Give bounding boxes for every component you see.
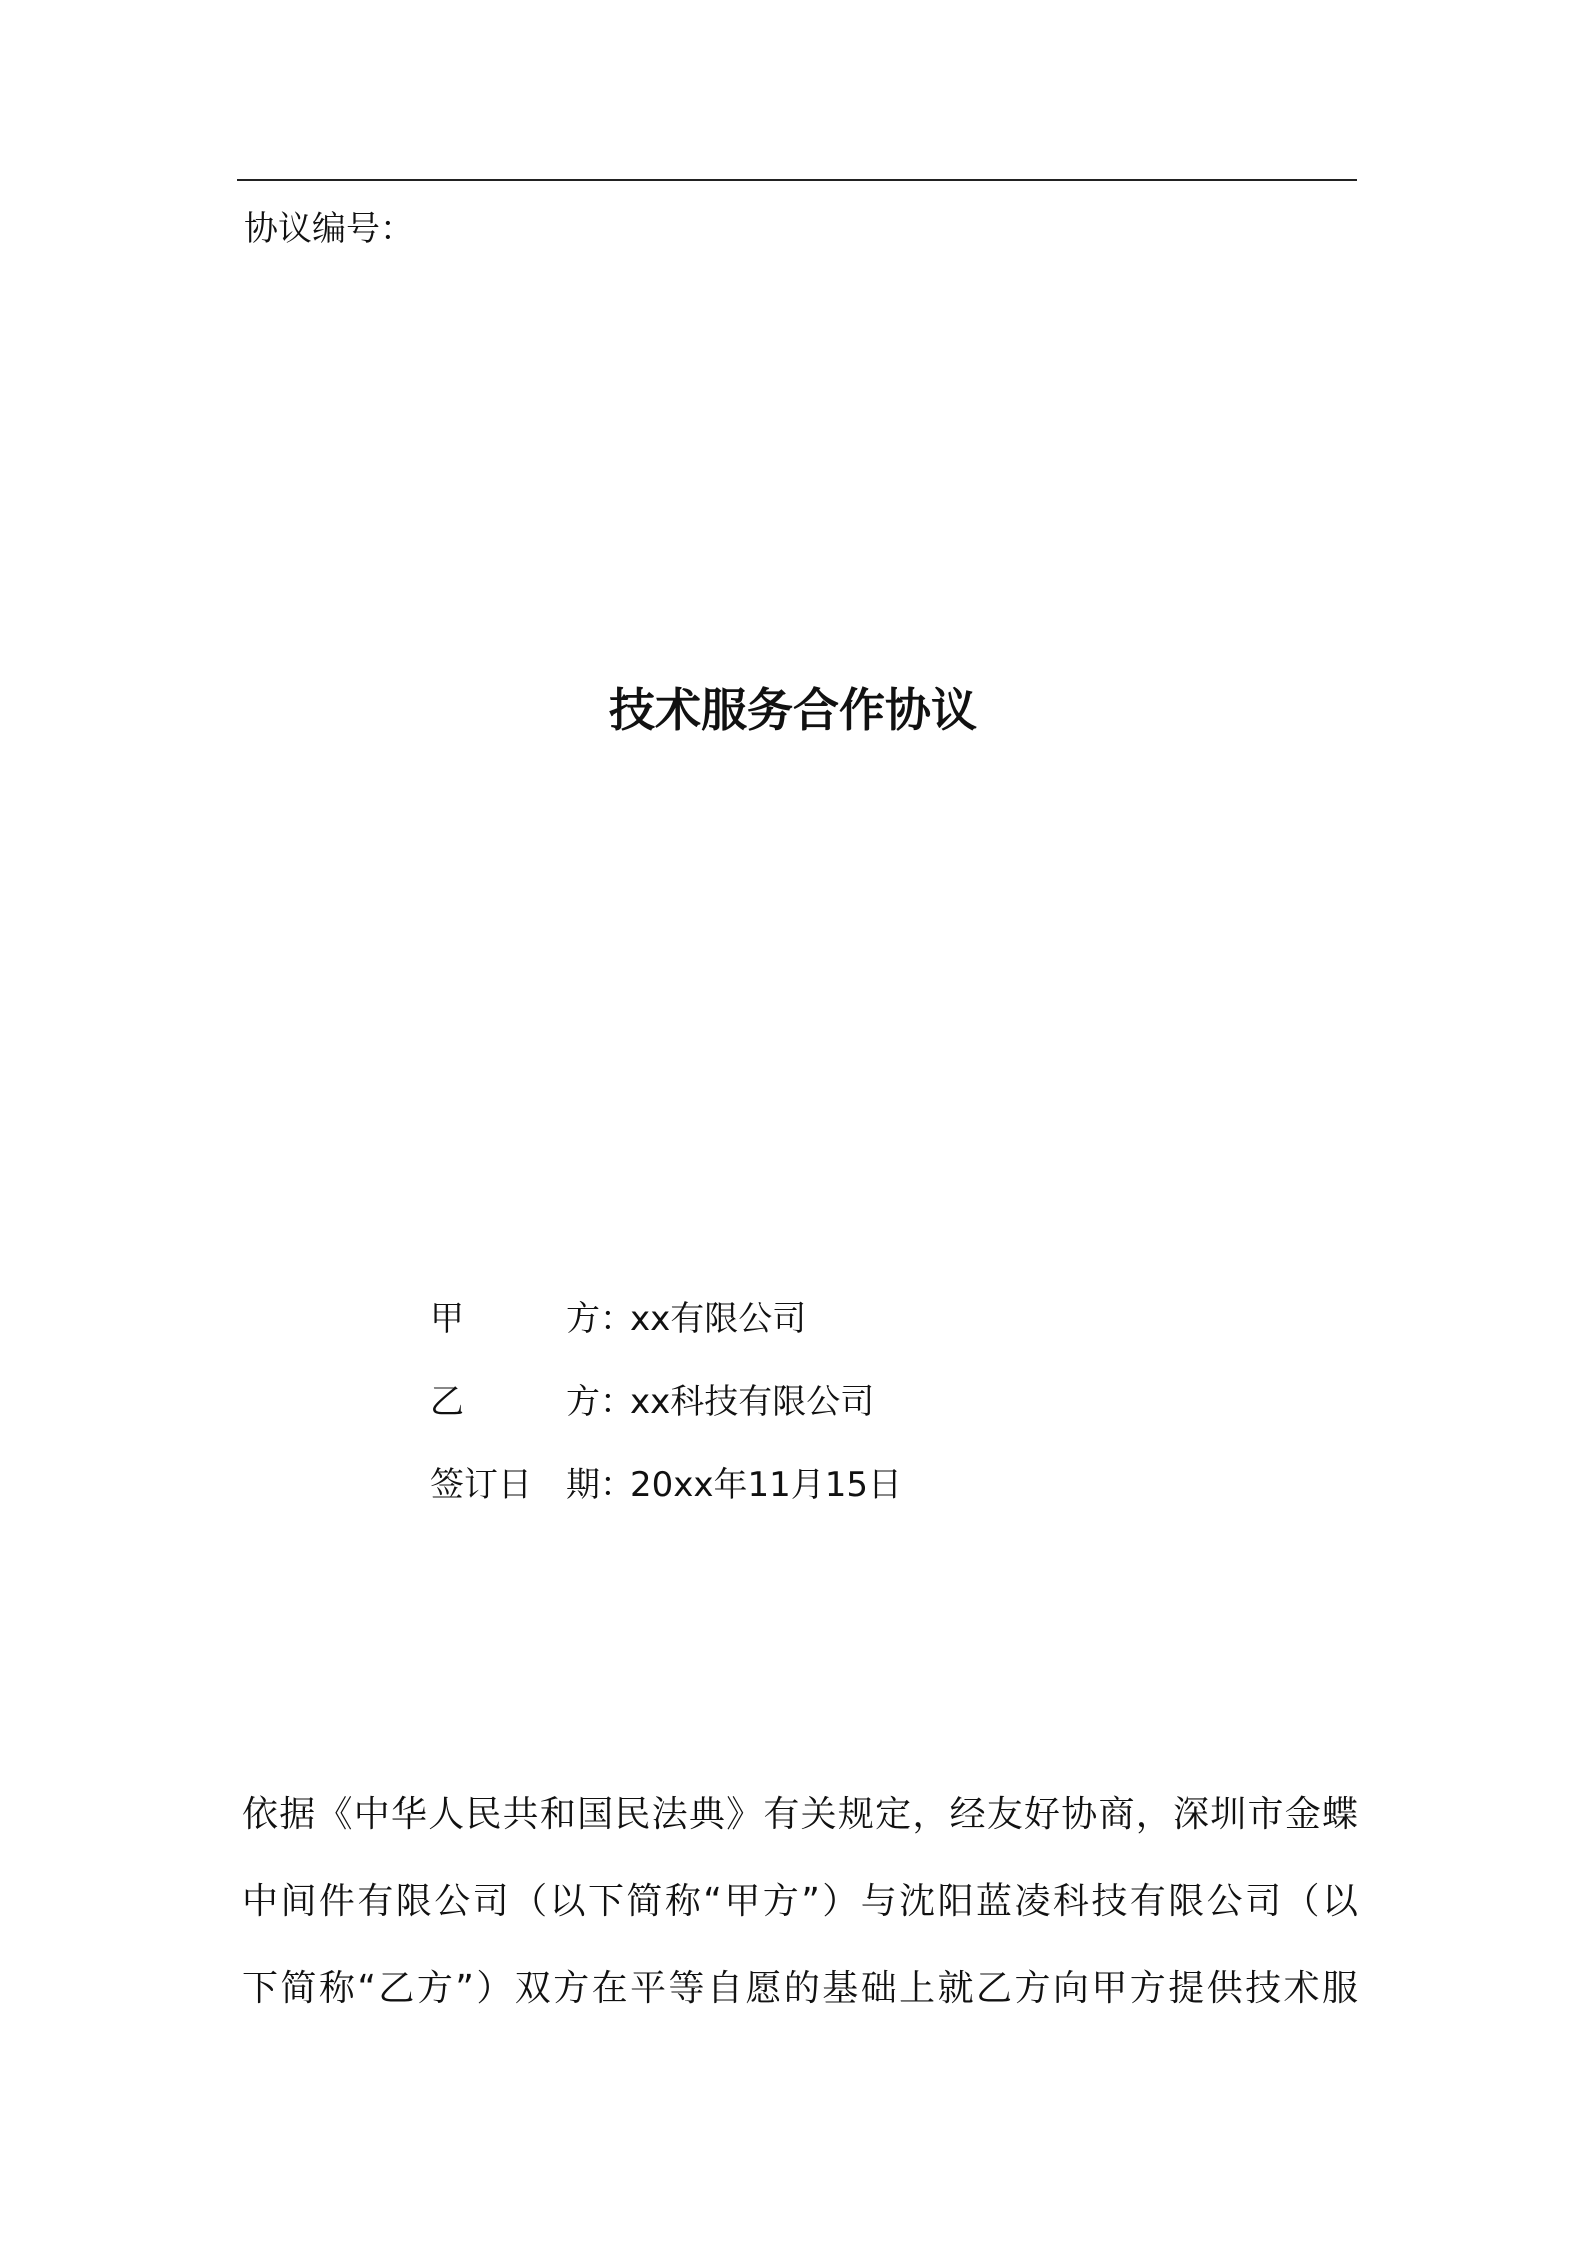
party-a-label: 甲 方 — [430, 1299, 600, 1339]
preamble-line: 中间件有限公司（以下简称“甲方”）与沈阳蓝凌科技有限公司（以 — [242, 1881, 1358, 1922]
preamble-line: 下简称“乙方”）双方在平等自愿的基础上就乙方向甲方提供技术服 — [242, 1968, 1358, 2009]
signing-date-row: 签订日 期 ： 20xx年11月15日 — [430, 1461, 902, 1509]
party-a-row: 甲 方 ： xx有限公司 — [430, 1295, 902, 1343]
signing-date-value: 20xx年11月15日 — [630, 1465, 903, 1505]
agreement-preamble — [242, 1791, 1358, 2052]
signing-date-label: 签订日 期 — [430, 1465, 600, 1505]
document-title: 技术服务合作协议 — [609, 683, 977, 737]
preamble-line: 依据《中华人民共和国民法典》有关规定，经友好协商，深圳市金蝶 — [242, 1794, 1358, 1835]
party-b-row: 乙 方 ： xx科技有限公司 — [430, 1378, 902, 1426]
header-rule — [237, 179, 1357, 181]
party-b-label: 乙 方 — [430, 1382, 600, 1422]
party-b-value: xx科技有限公司 — [630, 1382, 875, 1422]
party-a-value: xx有限公司 — [630, 1299, 807, 1339]
agreement-number-label: 协议编号： — [244, 209, 414, 249]
party-info-block — [430, 1295, 902, 1544]
